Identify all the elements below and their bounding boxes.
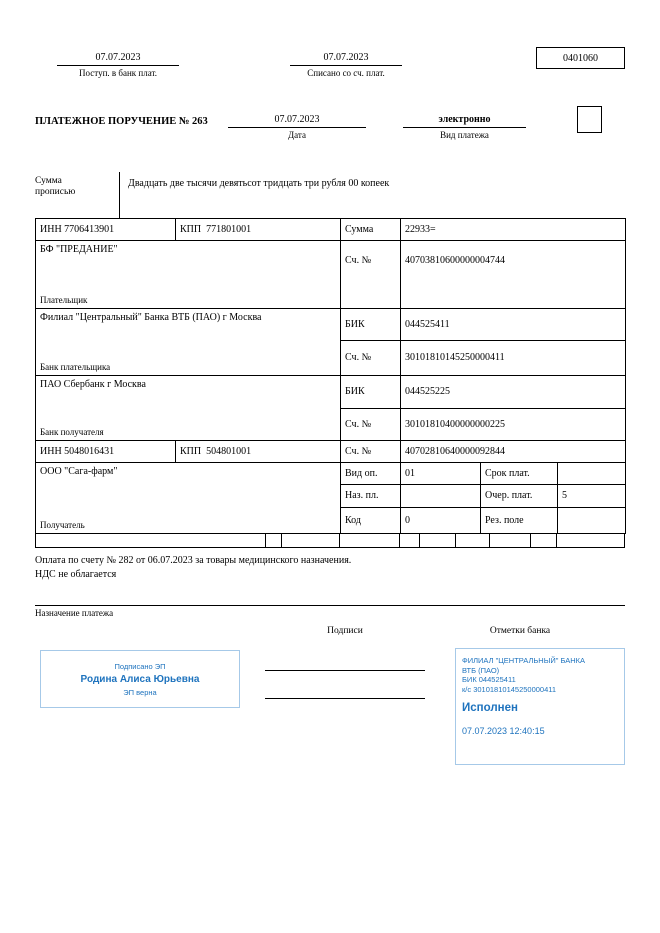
doc-date-label: Дата bbox=[288, 130, 306, 140]
form-code-box: 0401060 bbox=[536, 47, 625, 69]
stub-cell bbox=[266, 534, 282, 548]
stub-cell bbox=[36, 534, 266, 548]
stub-cell bbox=[400, 534, 420, 548]
signatures-label: Подписи bbox=[327, 626, 363, 636]
op-kind-label: Вид оп. bbox=[341, 463, 401, 485]
purpose-line1: Оплата по счету № 282 от 06.07.2023 за товары медицинского назначения. bbox=[35, 555, 352, 566]
bank-stamp-bik: БИК 044525411 bbox=[462, 675, 516, 684]
written-off-date: 07.07.2023 bbox=[290, 52, 402, 66]
bank-stamp-name-line2: ВТБ (ПАО) bbox=[462, 665, 500, 675]
bank-received-label: Поступ. в банк плат. bbox=[79, 68, 157, 78]
due-label: Срок плат. bbox=[481, 463, 558, 485]
stub-cell bbox=[531, 534, 557, 548]
code-label: Код bbox=[341, 508, 401, 534]
doc-date-block bbox=[228, 114, 366, 140]
payee-bank-bik-label: БИК bbox=[341, 376, 401, 409]
reserve-label: Рез. поле bbox=[481, 508, 558, 534]
stub-cell bbox=[282, 534, 341, 548]
bank-stamp-status: Исполнен bbox=[462, 702, 518, 714]
empty-cell bbox=[558, 508, 626, 534]
stub-cell bbox=[420, 534, 456, 548]
payee-name: ООО "Сага-фарм" bbox=[40, 466, 118, 477]
payer-status-box bbox=[577, 106, 602, 133]
amount-in-words-label: Сумма прописью bbox=[35, 176, 76, 197]
purpose-caption: Назначение платежа bbox=[35, 608, 114, 618]
purpose-code-label: Наз. пл. bbox=[341, 485, 401, 508]
payee-bank-bik: 044525225 bbox=[401, 376, 626, 409]
esign-stamp bbox=[40, 650, 240, 708]
signature-line-1 bbox=[265, 670, 425, 671]
purpose-block bbox=[35, 554, 625, 581]
bank-stamp-corr-account: к/с 30101810145250000411 bbox=[462, 684, 557, 694]
op-kind-value: 01 bbox=[401, 463, 481, 485]
stub-cell bbox=[340, 534, 400, 548]
sum-label: Сумма bbox=[341, 219, 401, 241]
payer-inn: ИНН 7706413901 bbox=[36, 219, 176, 241]
stub-cell bbox=[490, 534, 531, 548]
doc-date: 07.07.2023 bbox=[228, 114, 366, 128]
esign-signer-name: Родина Алиса Юрьевна bbox=[80, 673, 200, 685]
amount-in-words-block bbox=[35, 172, 625, 218]
tax-fields-row bbox=[35, 534, 625, 548]
priority-value: 5 bbox=[558, 485, 626, 508]
payer-bank-name: Филиал "Центральный" Банка ВТБ (ПАО) г Москва bbox=[40, 312, 262, 323]
payer-caption: Плательщик bbox=[40, 295, 88, 305]
bank-marks-label: Отметки банка bbox=[489, 626, 551, 636]
payee-cell bbox=[36, 463, 341, 534]
payer-account: 40703810600000004744 bbox=[401, 241, 626, 309]
payee-kpp: КПП 504801001 bbox=[176, 441, 341, 463]
amount-in-words-label-cell bbox=[35, 172, 120, 218]
amount-in-words-text: Двадцать две тысячи девятьсот тридцать три рубля 00 копеек bbox=[128, 178, 390, 189]
payment-details-table bbox=[35, 218, 626, 534]
payee-bank-caption: Банк получателя bbox=[40, 427, 104, 437]
written-off-label: Списано со сч. плат. bbox=[307, 68, 385, 78]
payer-cell bbox=[36, 241, 341, 309]
esign-bottom-text: ЭП верна bbox=[123, 687, 157, 697]
payer-name: БФ "ПРЕДАНИЕ" bbox=[40, 244, 118, 255]
payer-bank-bik-label: БИК bbox=[341, 309, 401, 341]
sum-value: 22933= bbox=[401, 219, 626, 241]
bank-stamp bbox=[455, 648, 625, 765]
payee-bank-account: 30101810400000000225 bbox=[401, 409, 626, 441]
payee-inn: ИНН 5048016431 bbox=[36, 441, 176, 463]
payee-bank-name: ПАО Сбербанк г Москва bbox=[40, 379, 146, 390]
payer-bank-account: 30101810145250000411 bbox=[401, 341, 626, 376]
payment-kind-label: Вид платежа bbox=[440, 130, 489, 140]
empty-cell bbox=[401, 485, 481, 508]
purpose-underline bbox=[35, 605, 625, 606]
priority-label: Очер. плат. bbox=[481, 485, 558, 508]
payee-bank-cell bbox=[36, 376, 341, 441]
purpose-line2: НДС не облагается bbox=[35, 568, 117, 580]
esign-top-text: Подписано ЭП bbox=[114, 661, 166, 671]
bank-received-block bbox=[57, 52, 179, 78]
empty-cell bbox=[558, 463, 626, 485]
payee-caption: Получатель bbox=[40, 520, 85, 530]
payer-bank-account-label: Сч. № bbox=[341, 341, 401, 376]
bank-stamp-name-line1: ФИЛИАЛ "ЦЕНТРАЛЬНЫЙ" БАНКА bbox=[462, 656, 586, 665]
written-off-block bbox=[290, 52, 402, 78]
payer-bank-cell bbox=[36, 309, 341, 376]
payment-kind-block bbox=[403, 114, 526, 140]
bank-received-date: 07.07.2023 bbox=[57, 52, 179, 66]
bank-stamp-datetime: 07.07.2023 12:40:15 bbox=[462, 726, 545, 736]
signature-line-2 bbox=[265, 698, 425, 699]
payee-account: 40702810640000092844 bbox=[401, 441, 626, 463]
payer-bank-caption: Банк плательщика bbox=[40, 362, 111, 372]
payer-account-label: Сч. № bbox=[341, 241, 401, 309]
payment-kind: электронно bbox=[403, 114, 526, 128]
stub-cell bbox=[557, 534, 625, 548]
payer-kpp: КПП 771801001 bbox=[176, 219, 341, 241]
document-title: ПЛАТЕЖНОЕ ПОРУЧЕНИЕ № 263 bbox=[35, 116, 208, 127]
stub-cell bbox=[456, 534, 490, 548]
payer-bank-bik: 044525411 bbox=[401, 309, 626, 341]
payee-account-label: Сч. № bbox=[341, 441, 401, 463]
code-value: 0 bbox=[401, 508, 481, 534]
payee-bank-account-label: Сч. № bbox=[341, 409, 401, 441]
